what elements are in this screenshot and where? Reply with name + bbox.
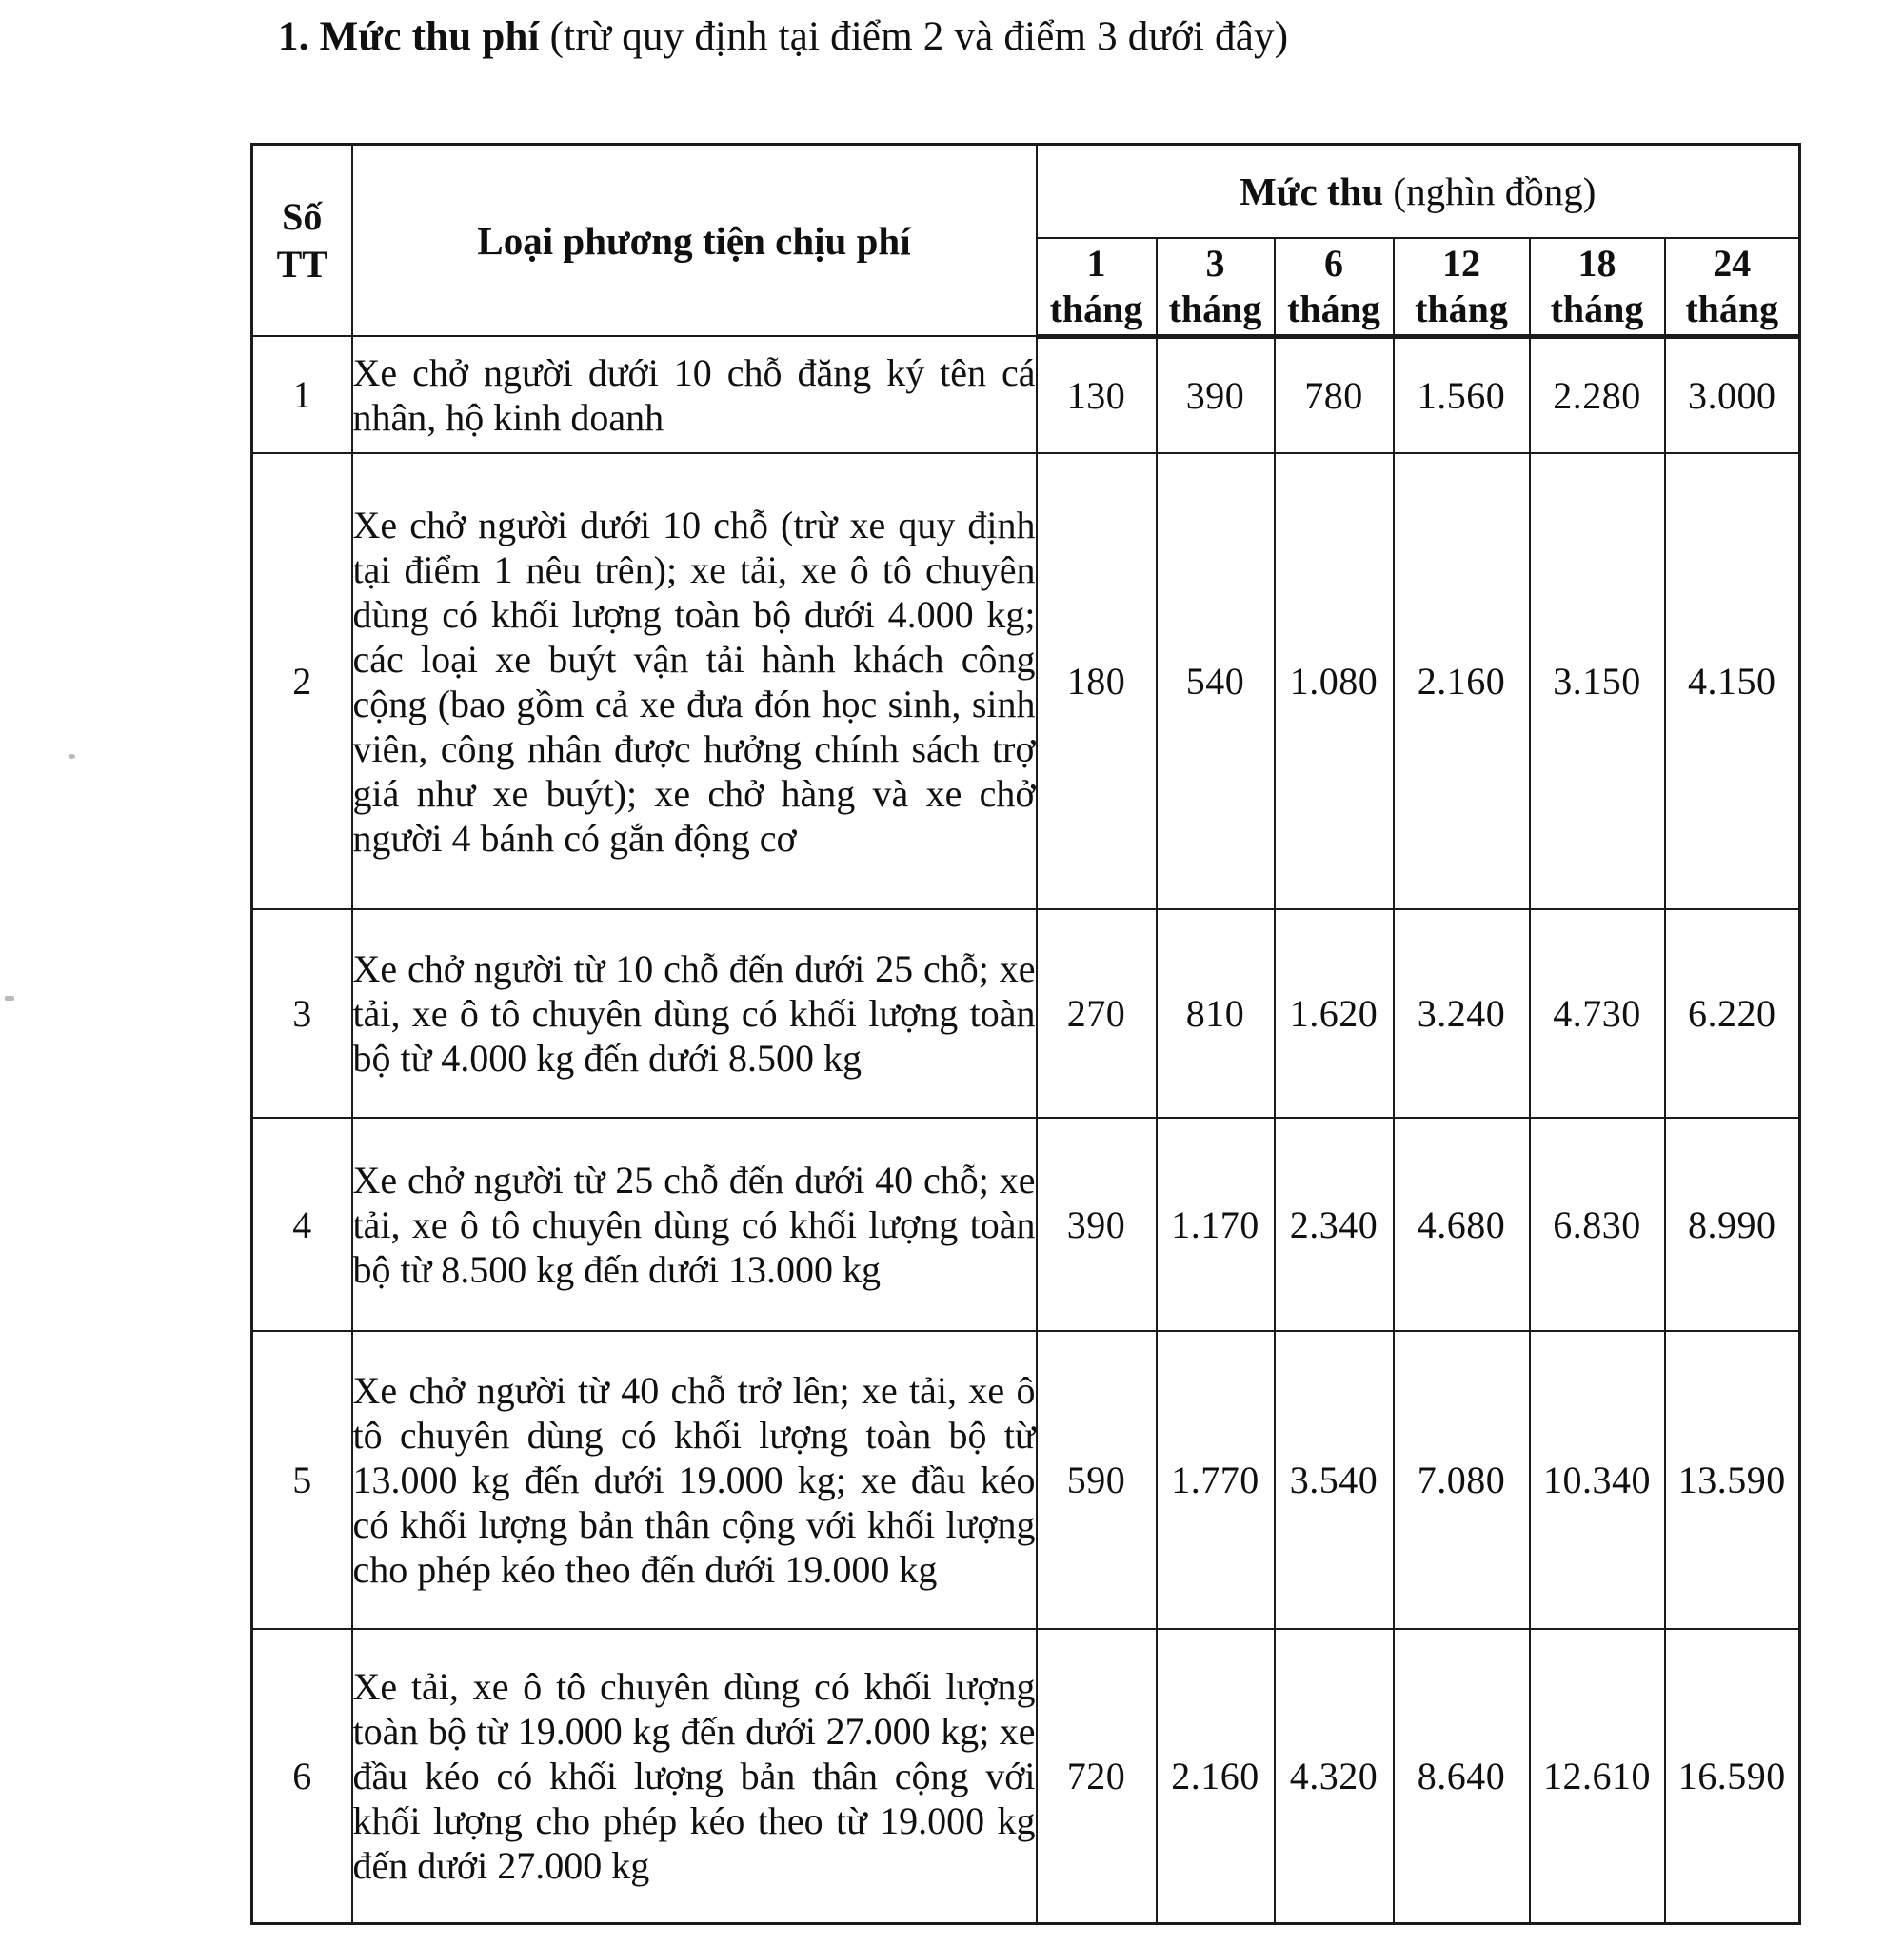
- fee-cell: 6.220: [1665, 909, 1800, 1118]
- fee-cell: 3.240: [1394, 909, 1530, 1118]
- row-number-cell: 1: [252, 336, 352, 453]
- fee-rate-table: [250, 143, 1801, 1925]
- row-number-cell: 2: [252, 453, 352, 909]
- vehicle-desc-cell: Xe chở người dưới 10 chỗ đăng ký tên cá nhân, hộ kinh doanh: [352, 336, 1037, 453]
- fee-cell: 810: [1157, 909, 1275, 1118]
- fee-cell: 2.160: [1157, 1629, 1275, 1923]
- fee-cell: 270: [1037, 909, 1157, 1118]
- fee-cell: 13.590: [1665, 1331, 1800, 1629]
- fee-cell: 3.150: [1530, 453, 1665, 909]
- page-title: [278, 13, 1288, 60]
- fee-cell: 7.080: [1394, 1331, 1530, 1629]
- scan-artifact: [5, 996, 14, 1001]
- fee-cell: 1.770: [1157, 1331, 1275, 1629]
- fee-cell: 590: [1037, 1331, 1157, 1629]
- header-month-24: 24 tháng: [1665, 238, 1800, 337]
- fee-cell: 4.730: [1530, 909, 1665, 1118]
- fee-cell: 3.540: [1275, 1331, 1394, 1629]
- page-title-rest: (trừ quy định tại điểm 2 và điểm 3 dưới đây): [539, 14, 1289, 59]
- header-stt-line1: Số: [282, 194, 323, 238]
- fee-cell: 180: [1037, 453, 1157, 909]
- fee-cell: 16.590: [1665, 1629, 1800, 1923]
- table-row: [252, 336, 1800, 453]
- fee-cell: 540: [1157, 453, 1275, 909]
- fee-cell: 3.000: [1665, 336, 1800, 453]
- vehicle-desc-cell: Xe chở người dưới 10 chỗ (trừ xe quy định tại điểm 1 nêu trên); xe tải, xe ô tô chuyên dùng có khối lượng toàn bộ dưới 4.000 kg; các loại xe buýt vận tải hành khách công cộng (bao gồm cả xe đưa đón học sinh, sinh viên, công nhân được hưởng chính sách trợ giá như xe buýt); xe chở hàng và xe chở người 4 bánh có gắn động cơ: [352, 453, 1037, 909]
- fee-cell: 2.160: [1394, 453, 1530, 909]
- header-fee-span: [1037, 145, 1800, 238]
- fee-cell: 4.680: [1394, 1118, 1530, 1331]
- vehicle-desc-cell: Xe chở người từ 25 chỗ đến dưới 40 chỗ; xe tải, xe ô tô chuyên dùng có khối lượng toàn bộ từ 8.500 kg đến dưới 13.000 kg: [352, 1118, 1037, 1331]
- row-number-cell: 6: [252, 1629, 352, 1923]
- fee-cell: 390: [1157, 336, 1275, 453]
- table-row: [252, 453, 1800, 909]
- table-row: [252, 1629, 1800, 1923]
- fee-cell: 1.170: [1157, 1118, 1275, 1331]
- fee-cell: 4.150: [1665, 453, 1800, 909]
- header-month-3: 3 tháng: [1157, 238, 1275, 337]
- header-stt: [252, 145, 352, 337]
- scan-artifact: [69, 754, 75, 759]
- fee-cell: 2.340: [1275, 1118, 1394, 1331]
- header-month-6: 6 tháng: [1275, 238, 1394, 337]
- fee-cell: 1.560: [1394, 336, 1530, 453]
- header-stt-line2: TT: [276, 242, 327, 286]
- header-vehicle-type: Loại phương tiện chịu phí: [352, 145, 1037, 337]
- header-month-12: 12 tháng: [1394, 238, 1530, 337]
- fee-cell: 130: [1037, 336, 1157, 453]
- vehicle-desc-cell: Xe chở người từ 40 chỗ trở lên; xe tải, xe ô tô chuyên dùng có khối lượng toàn bộ từ 13.000 kg đến dưới 19.000 kg; xe đầu kéo có khối lượng bản thân cộng với khối lượng cho phép kéo theo đến dưới 19.000 kg: [352, 1331, 1037, 1629]
- fee-cell: 10.340: [1530, 1331, 1665, 1629]
- fee-cell: 1.620: [1275, 909, 1394, 1118]
- header-month-1: 1 tháng: [1037, 238, 1157, 337]
- fee-cell: 8.990: [1665, 1118, 1800, 1331]
- header-month-18: 18 tháng: [1530, 238, 1665, 337]
- fee-cell: 6.830: [1530, 1118, 1665, 1331]
- vehicle-desc-cell: Xe chở người từ 10 chỗ đến dưới 25 chỗ; xe tải, xe ô tô chuyên dùng có khối lượng toàn bộ từ 4.000 kg đến dưới 8.500 kg: [352, 909, 1037, 1118]
- header-fee-unit: (nghìn đồng): [1383, 169, 1597, 213]
- table-row: [252, 909, 1800, 1118]
- row-number-cell: 5: [252, 1331, 352, 1629]
- fee-cell: 12.610: [1530, 1629, 1665, 1923]
- page-title-lead: 1. Mức thu phí: [278, 14, 540, 59]
- table-row: [252, 1331, 1800, 1629]
- fee-cell: 4.320: [1275, 1629, 1394, 1923]
- row-number-cell: 4: [252, 1118, 352, 1331]
- fee-cell: 780: [1275, 336, 1394, 453]
- fee-cell: 390: [1037, 1118, 1157, 1331]
- fee-cell: 1.080: [1275, 453, 1394, 909]
- table-row: [252, 1118, 1800, 1331]
- fee-cell: 720: [1037, 1629, 1157, 1923]
- header-fee-label: Mức thu: [1240, 169, 1384, 213]
- fee-cell: 2.280: [1530, 336, 1665, 453]
- row-number-cell: 3: [252, 909, 352, 1118]
- vehicle-desc-cell: Xe tải, xe ô tô chuyên dùng có khối lượng toàn bộ từ 19.000 kg đến dưới 27.000 kg; xe đầu kéo có khối lượng bản thân cộng với khối lượng cho phép kéo theo từ 19.000 kg đến dưới 27.000 kg: [352, 1629, 1037, 1923]
- fee-cell: 8.640: [1394, 1629, 1530, 1923]
